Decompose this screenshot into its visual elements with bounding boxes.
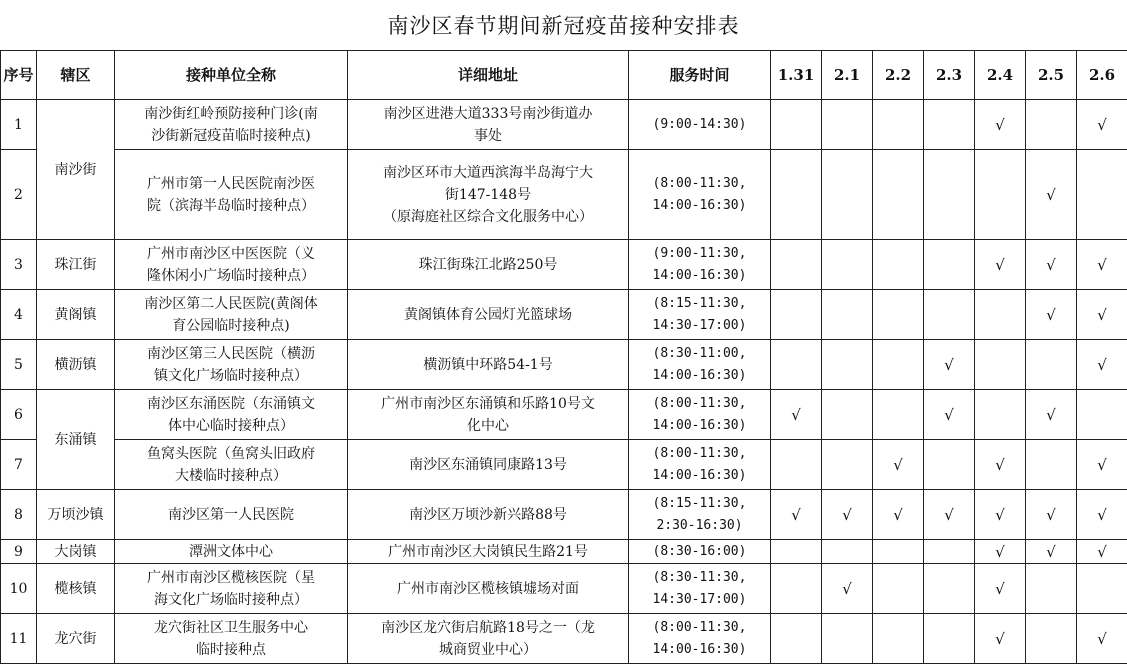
unit-cell: 南沙区第三人民医院（横沥 镇文化广场临时接种点） <box>115 340 348 390</box>
check-mark <box>873 564 924 614</box>
address-cell: 南沙区龙穴街启航路18号之一（龙 城商贸业中心） <box>348 614 629 664</box>
check-mark: √ <box>975 240 1026 290</box>
check-mark <box>1026 614 1077 664</box>
unit-cell: 广州市南沙区中医医院（义 隆休闲小广场临时接种点） <box>115 240 348 290</box>
row-number: 6 <box>1 390 37 440</box>
check-mark <box>924 440 975 490</box>
address-cell: 横沥镇中环路54-1号 <box>348 340 629 390</box>
check-mark <box>1026 440 1077 490</box>
check-mark: √ <box>1077 440 1127 490</box>
address-cell: 南沙区东涌镇同康路13号 <box>348 440 629 490</box>
district-cell: 南沙街 <box>37 100 115 240</box>
header-no: 序号 <box>1 51 37 100</box>
check-mark: √ <box>1077 100 1127 150</box>
check-mark <box>771 564 822 614</box>
time-cell: (8:30-11:30, 14:30-17:00) <box>629 564 771 614</box>
district-cell: 万顷沙镇 <box>37 490 115 540</box>
header-unit: 接种单位全称 <box>115 51 348 100</box>
unit-cell: 潭洲文体中心 <box>115 540 348 564</box>
check-mark <box>822 340 873 390</box>
header-time: 服务时间 <box>629 51 771 100</box>
check-mark: √ <box>975 564 1026 614</box>
check-mark <box>873 614 924 664</box>
check-mark <box>771 100 822 150</box>
check-mark <box>771 240 822 290</box>
table-row <box>1 490 1127 540</box>
header-row <box>1 51 1127 100</box>
check-mark <box>822 390 873 440</box>
time-cell: (8:00-11:30, 14:00-16:30) <box>629 614 771 664</box>
table-row <box>1 564 1127 614</box>
check-mark: √ <box>924 490 975 540</box>
unit-cell: 南沙区第一人民医院 <box>115 490 348 540</box>
time-cell: (8:30-11:00, 14:00-16:30) <box>629 340 771 390</box>
check-mark <box>924 540 975 564</box>
district-cell: 榄核镇 <box>37 564 115 614</box>
table-row <box>1 440 1127 490</box>
check-mark <box>1077 390 1127 440</box>
check-mark: √ <box>924 390 975 440</box>
check-mark: √ <box>1077 490 1127 540</box>
header-date: 2.2 <box>873 51 924 100</box>
header-district: 辖区 <box>37 51 115 100</box>
vaccination-schedule-table <box>0 50 1127 664</box>
check-mark <box>924 100 975 150</box>
check-mark <box>1077 150 1127 240</box>
check-mark: √ <box>873 490 924 540</box>
time-cell: (8:00-11:30, 14:00-16:30) <box>629 440 771 490</box>
address-cell: 珠江街珠江北路250号 <box>348 240 629 290</box>
row-number: 8 <box>1 490 37 540</box>
check-mark <box>822 150 873 240</box>
header-address: 详细地址 <box>348 51 629 100</box>
table-row <box>1 390 1127 440</box>
check-mark <box>924 240 975 290</box>
check-mark <box>771 150 822 240</box>
address-cell: 南沙区万顷沙新兴路88号 <box>348 490 629 540</box>
check-mark <box>822 614 873 664</box>
table-row <box>1 150 1127 240</box>
table-row <box>1 340 1127 390</box>
check-mark <box>822 100 873 150</box>
district-cell: 横沥镇 <box>37 340 115 390</box>
check-mark: √ <box>975 440 1026 490</box>
table-row <box>1 614 1127 664</box>
time-cell: (8:15-11:30, 2:30-16:30) <box>629 490 771 540</box>
check-mark: √ <box>1026 490 1077 540</box>
district-cell: 龙穴街 <box>37 614 115 664</box>
check-mark <box>771 440 822 490</box>
row-number: 3 <box>1 240 37 290</box>
unit-cell: 龙穴街社区卫生服务中心 临时接种点 <box>115 614 348 664</box>
check-mark <box>924 150 975 240</box>
check-mark <box>771 290 822 340</box>
unit-cell: 鱼窝头医院（鱼窝头旧政府 大楼临时接种点） <box>115 440 348 490</box>
unit-cell: 南沙区东涌医院（东涌镇文 体中心临时接种点） <box>115 390 348 440</box>
check-mark <box>924 290 975 340</box>
check-mark <box>975 340 1026 390</box>
district-cell: 大岗镇 <box>37 540 115 564</box>
time-cell: (9:00-14:30) <box>629 100 771 150</box>
check-mark <box>1077 564 1127 614</box>
row-number: 11 <box>1 614 37 664</box>
row-number: 10 <box>1 564 37 614</box>
check-mark: √ <box>1077 540 1127 564</box>
check-mark <box>924 564 975 614</box>
header-date: 2.1 <box>822 51 873 100</box>
check-mark: √ <box>975 490 1026 540</box>
check-mark: √ <box>1077 290 1127 340</box>
row-number: 7 <box>1 440 37 490</box>
district-cell: 东涌镇 <box>37 390 115 490</box>
table-row <box>1 540 1127 564</box>
check-mark <box>771 340 822 390</box>
address-cell: 广州市南沙区大岗镇民生路21号 <box>348 540 629 564</box>
check-mark <box>822 240 873 290</box>
row-number: 5 <box>1 340 37 390</box>
unit-cell: 广州市第一人民医院南沙医 院（滨海半岛临时接种点） <box>115 150 348 240</box>
check-mark: √ <box>873 440 924 490</box>
check-mark <box>873 290 924 340</box>
check-mark <box>975 290 1026 340</box>
check-mark: √ <box>975 614 1026 664</box>
check-mark <box>1026 564 1077 614</box>
check-mark: √ <box>975 540 1026 564</box>
district-cell: 珠江街 <box>37 240 115 290</box>
check-mark: √ <box>822 564 873 614</box>
address-cell: 南沙区进港大道333号南沙街道办 事处 <box>348 100 629 150</box>
check-mark <box>873 540 924 564</box>
table-title-bar <box>0 0 1127 50</box>
time-cell: (8:30-16:00) <box>629 540 771 564</box>
time-cell: (8:00-11:30, 14:00-16:30) <box>629 390 771 440</box>
check-mark: √ <box>1026 540 1077 564</box>
check-mark: √ <box>1026 150 1077 240</box>
check-mark <box>873 100 924 150</box>
check-mark: √ <box>1077 614 1127 664</box>
table-row <box>1 290 1127 340</box>
check-mark <box>771 540 822 564</box>
check-mark <box>822 290 873 340</box>
check-mark <box>822 540 873 564</box>
check-mark: √ <box>1026 390 1077 440</box>
check-mark: √ <box>1026 290 1077 340</box>
row-number: 2 <box>1 150 37 240</box>
unit-cell: 广州市南沙区榄核医院（星 海文化广场临时接种点） <box>115 564 348 614</box>
check-mark <box>873 390 924 440</box>
check-mark <box>975 390 1026 440</box>
address-cell: 南沙区环市大道西滨海半岛海宁大 街147-148号 （原海庭社区综合文化服务中心） <box>348 150 629 240</box>
check-mark <box>1026 340 1077 390</box>
check-mark <box>924 614 975 664</box>
check-mark: √ <box>771 390 822 440</box>
district-cell: 黄阁镇 <box>37 290 115 340</box>
address-cell: 广州市南沙区榄核镇墟场对面 <box>348 564 629 614</box>
check-mark <box>873 150 924 240</box>
header-date: 2.3 <box>924 51 975 100</box>
check-mark: √ <box>1077 340 1127 390</box>
check-mark: √ <box>1077 240 1127 290</box>
row-number: 1 <box>1 100 37 150</box>
table-row <box>1 100 1127 150</box>
time-cell: (9:00-11:30, 14:00-16:30) <box>629 240 771 290</box>
header-date: 2.5 <box>1026 51 1077 100</box>
header-date: 2.6 <box>1077 51 1127 100</box>
time-cell: (8:15-11:30, 14:30-17:00) <box>629 290 771 340</box>
check-mark <box>1026 100 1077 150</box>
check-mark: √ <box>924 340 975 390</box>
check-mark <box>873 340 924 390</box>
check-mark <box>771 614 822 664</box>
address-cell: 广州市南沙区东涌镇和乐路10号文 化中心 <box>348 390 629 440</box>
check-mark <box>975 150 1026 240</box>
check-mark <box>822 440 873 490</box>
check-mark: √ <box>771 490 822 540</box>
header-date: 1.31 <box>771 51 822 100</box>
header-date: 2.4 <box>975 51 1026 100</box>
row-number: 4 <box>1 290 37 340</box>
page-title: 南沙区春节期间新冠疫苗接种安排表 <box>388 10 740 40</box>
unit-cell: 南沙区第二人民医院(黄阁体 育公园临时接种点) <box>115 290 348 340</box>
unit-cell: 南沙街红岭预防接种门诊(南 沙街新冠疫苗临时接种点) <box>115 100 348 150</box>
row-number: 9 <box>1 540 37 564</box>
address-cell: 黄阁镇体育公园灯光篮球场 <box>348 290 629 340</box>
check-mark: √ <box>1026 240 1077 290</box>
time-cell: (8:00-11:30, 14:00-16:30) <box>629 150 771 240</box>
check-mark <box>873 240 924 290</box>
check-mark: √ <box>975 100 1026 150</box>
check-mark: √ <box>822 490 873 540</box>
table-row <box>1 240 1127 290</box>
